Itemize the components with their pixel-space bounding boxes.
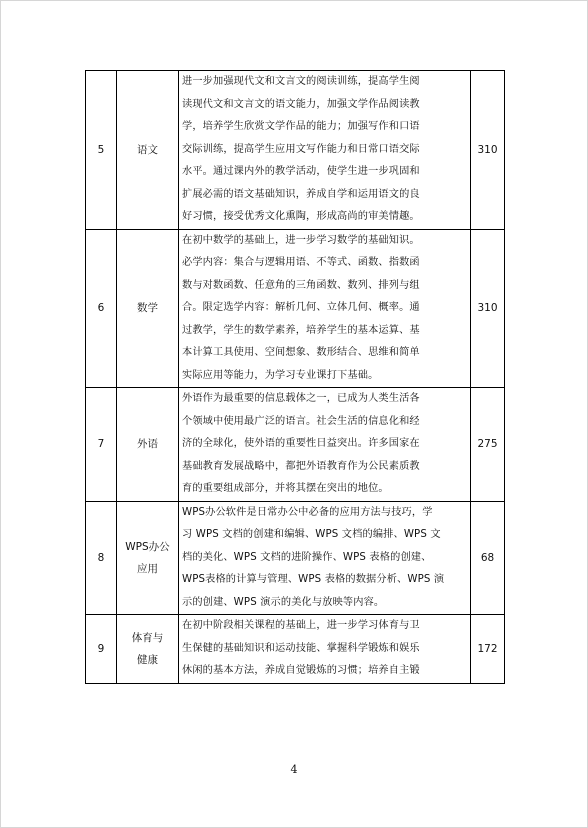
curriculum-table-body xyxy=(86,71,505,684)
course-hours: 68 xyxy=(471,501,505,615)
table-row xyxy=(86,71,505,230)
description-line: 在初中阶段相关课程的基础上，进一步学习体育与卫 xyxy=(182,620,420,631)
description-line: 个领域中使用最广泛的语言。社会生活的信息化和经 xyxy=(182,415,420,427)
course-name: 外语 xyxy=(117,388,179,502)
course-hours: 275 xyxy=(471,388,505,502)
description-line: 济的全球化，使外语的重要性日益突出。许多国家在 xyxy=(182,438,420,449)
table-row xyxy=(86,501,505,615)
curriculum-table xyxy=(85,70,505,684)
description-line: 育的重要组成部分，并将其摆在突出的地位。 xyxy=(182,483,389,494)
description-line: 必学内容：集合与逻辑用语、不等式、函数、指数函 xyxy=(182,257,420,268)
description-line: 休闲的基本方法，养成自觉锻炼的习惯；培养自主锻 xyxy=(182,665,420,676)
course-description xyxy=(179,71,471,230)
page-number: 4 xyxy=(290,763,298,776)
description-line: 习 WPS 文档的创建和编辑、WPS 文档的编排、WPS 文 xyxy=(182,529,441,540)
description-line: 读现代文和文言文的语文能力，加强文学作品阅读教 xyxy=(182,98,420,110)
description-line: WPS办公软件是日常办公中必备的应用方法与技巧，学 xyxy=(182,506,433,518)
description-line: 外语作为最重要的信息载体之一，已成为人类生活各 xyxy=(182,393,420,404)
course-hours: 310 xyxy=(471,71,505,230)
course-name: WPS办公 应用 xyxy=(117,501,179,615)
description-line: 在初中数学的基础上，进一步学习数学的基础知识。 xyxy=(182,234,420,246)
course-name: 体育与 健康 xyxy=(117,615,179,684)
course-description xyxy=(179,388,471,502)
description-line: 学，培养学生欣赏文学作品的能力；加强写作和口语 xyxy=(182,121,420,132)
course-name: 语文 xyxy=(117,71,179,230)
description-line: 本计算工具使用、空间想象、数形结合、思维和简单 xyxy=(182,347,420,358)
description-line: 进一步加强现代文和文言文的阅读训练，提高学生阅 xyxy=(182,76,420,87)
course-description xyxy=(179,229,471,388)
course-name: 数学 xyxy=(117,229,179,388)
course-hours: 172 xyxy=(471,615,505,684)
description-line: 基础教育发展战略中，都把外语教育作为公民素质教 xyxy=(182,460,420,472)
course-number: 8 xyxy=(86,501,117,615)
course-number: 7 xyxy=(86,388,117,502)
course-number: 5 xyxy=(86,71,117,230)
description-line: 实际应用等能力，为学习专业课打下基础。 xyxy=(182,369,379,381)
table-row xyxy=(86,388,505,502)
course-hours: 310 xyxy=(471,229,505,388)
description-line: 生保健的基础知识和运动技能、掌握科学锻炼和娱乐 xyxy=(182,642,420,654)
description-line: 档的美化、WPS 文档的进阶操作、WPS 表格的创建、 xyxy=(182,551,432,563)
table-row xyxy=(86,615,505,684)
course-description xyxy=(179,501,471,615)
table-row xyxy=(86,229,505,388)
description-line: 水平。通过课内外的教学活动，使学生进一步巩固和 xyxy=(182,166,420,177)
course-number: 6 xyxy=(86,229,117,388)
description-line: 扩展必需的语文基础知识，养成自学和运用语文的良 xyxy=(182,188,420,200)
description-line: 过教学，学生的数学素养，培养学生的基本运算、基 xyxy=(182,324,420,336)
course-description xyxy=(179,615,471,684)
description-line: 好习惯，接受优秀文化熏陶，形成高尚的审美情趣。 xyxy=(182,211,420,222)
description-line: 合。限定选学内容：解析几何、立体几何、概率。通 xyxy=(182,302,420,313)
course-number: 9 xyxy=(86,615,117,684)
description-line: 示的创建、WPS 演示的美化与放映等内容。 xyxy=(182,596,385,608)
description-line: 交际训练，提高学生应用文写作能力和日常口语交际 xyxy=(182,143,420,155)
description-line: 数与对数函数、任意角的三角函数、数列、排列与组 xyxy=(182,279,420,291)
description-line: WPS表格的计算与管理、WPS 表格的数据分析、WPS 演 xyxy=(182,574,445,585)
